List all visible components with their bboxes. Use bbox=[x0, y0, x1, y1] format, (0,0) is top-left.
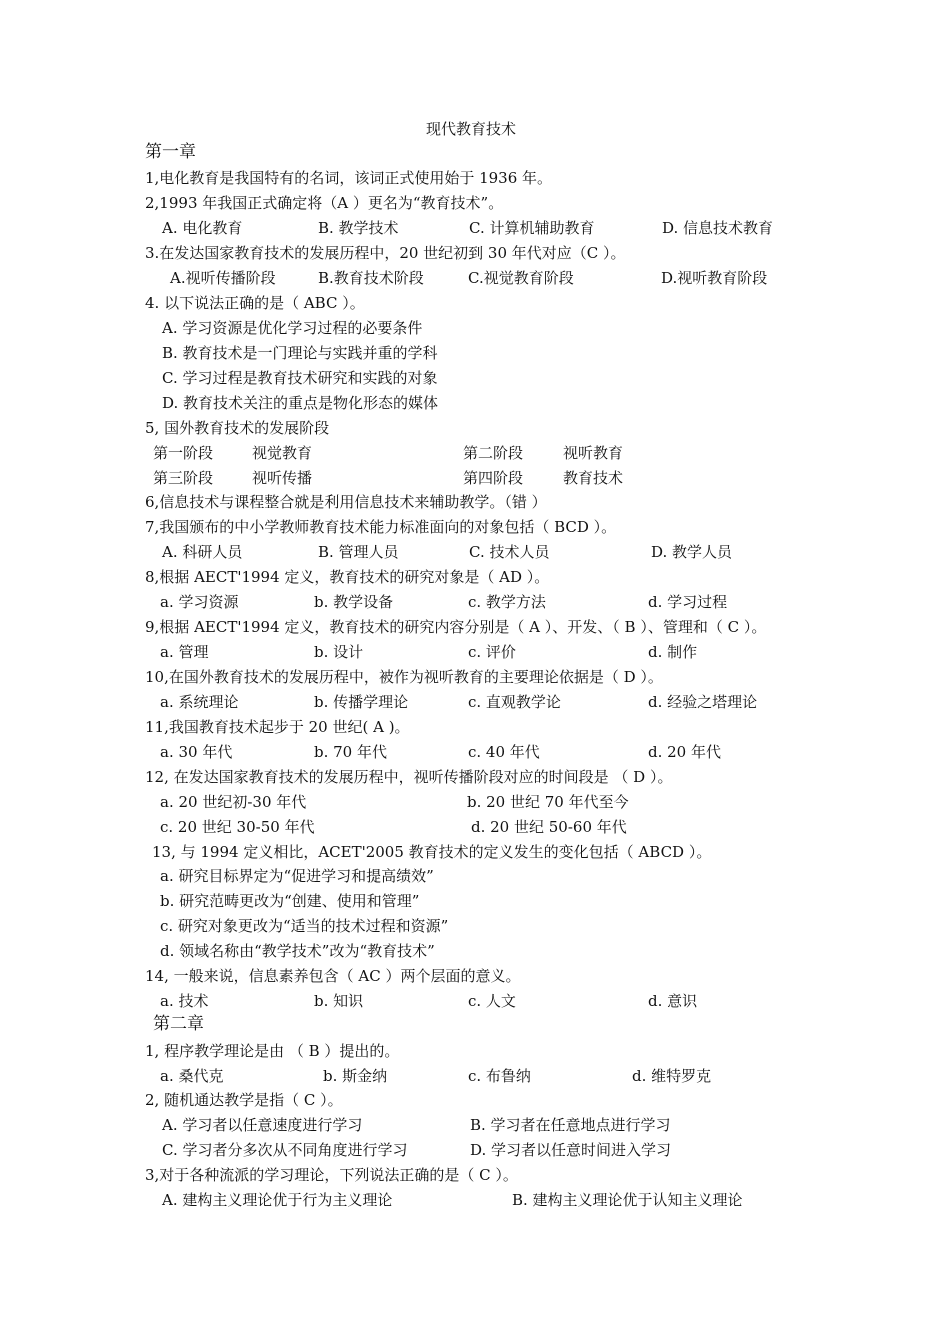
stage-label: 第三阶段 bbox=[153, 469, 214, 487]
question: 6,信息技术与课程整合就是利用信息技术来辅助教学。（错 ） bbox=[145, 493, 547, 511]
option: B. 学习者在任意地点进行学习 bbox=[470, 1116, 671, 1134]
question: 2, 随机通达教学是指（ C ）。 bbox=[145, 1091, 343, 1109]
option: D. 信息技术教育 bbox=[662, 219, 774, 237]
option: b. 教学设备 bbox=[314, 593, 394, 611]
option: D. 学习者以任意时间进入学习 bbox=[470, 1141, 672, 1159]
stage-value: 视觉教育 bbox=[252, 444, 313, 462]
option: b. 知识 bbox=[314, 992, 364, 1010]
question: 14, 一般来说，信息素养包含（ AC ）两个层面的意义。 bbox=[145, 967, 521, 985]
option: d. 20 年代 bbox=[648, 743, 721, 761]
doc-title: 现代教育技术 bbox=[426, 120, 517, 138]
option: d. 维特罗克 bbox=[632, 1067, 712, 1085]
option: A. 学习资源是优化学习过程的必要条件 bbox=[162, 319, 423, 337]
option: d. 意识 bbox=[648, 992, 698, 1010]
question: 3.在发达国家教育技术的发展历程中，20 世纪初到 30 年代对应（C ）。 bbox=[145, 244, 626, 262]
option: D. 教学人员 bbox=[651, 543, 733, 561]
option: a. 研究目标界定为“促进学习和提高绩效” bbox=[160, 867, 434, 885]
question: 3,对于各种流派的学习理论，下列说法正确的是（ C ）。 bbox=[145, 1166, 518, 1184]
option: d. 20 世纪 50-60 年代 bbox=[471, 818, 627, 836]
chapter-heading: 第二章 bbox=[153, 1014, 204, 1034]
option: a. 桑代克 bbox=[160, 1067, 224, 1085]
question: 2,1993 年我国正式确定将（A ）更名为“教育技术”。 bbox=[145, 194, 504, 212]
chapter-heading: 第一章 bbox=[145, 142, 196, 162]
option: C. 技术人员 bbox=[469, 543, 550, 561]
question: 13, 与 1994 定义相比，ACET'2005 教育技术的定义发生的变化包括（ ABCD ）。 bbox=[152, 843, 712, 861]
option: a. 30 年代 bbox=[160, 743, 233, 761]
option: B.教育技术阶段 bbox=[318, 269, 424, 287]
question: 11,我国教育技术起步于 20 世纪( A )。 bbox=[145, 718, 410, 736]
option: A. 建构主义理论优于行为主义理论 bbox=[162, 1191, 393, 1209]
option: c. 直观教学论 bbox=[468, 693, 561, 711]
option: a. 学习资源 bbox=[160, 593, 239, 611]
question: 9,根据 AECT'1994 定义，教育技术的研究内容分别是（ A ）、开发、（ B ）、管理和（ C ）。 bbox=[145, 618, 767, 636]
option: c. 20 世纪 30-50 年代 bbox=[160, 818, 315, 836]
option: D.视听教育阶段 bbox=[661, 269, 768, 287]
option: b. 设计 bbox=[314, 643, 364, 661]
option: c. 40 年代 bbox=[468, 743, 540, 761]
option: d. 学习过程 bbox=[648, 593, 728, 611]
option: c. 评价 bbox=[468, 643, 516, 661]
option: B. 建构主义理论优于认知主义理论 bbox=[512, 1191, 743, 1209]
option: C.视觉教育阶段 bbox=[468, 269, 574, 287]
question: 8,根据 AECT'1994 定义，教育技术的研究对象是（ AD ）。 bbox=[145, 568, 550, 586]
question: 4. 以下说法正确的是（ ABC ）。 bbox=[145, 294, 365, 312]
option: B. 管理人员 bbox=[318, 543, 399, 561]
option: c. 教学方法 bbox=[468, 593, 546, 611]
option: d. 制作 bbox=[648, 643, 698, 661]
stage-label: 第二阶段 bbox=[463, 444, 524, 462]
option: a. 系统理论 bbox=[160, 693, 239, 711]
option: A.视听传播阶段 bbox=[170, 269, 276, 287]
option: b. 研究范畴更改为“创建、使用和管理” bbox=[160, 892, 420, 910]
question: 1,电化教育是我国特有的名词，该词正式使用始于 1936 年。 bbox=[145, 169, 553, 187]
question: 10,在国外教育技术的发展历程中，被作为视听教育的主要理论依据是（ D ）。 bbox=[145, 668, 663, 686]
option: d. 领域名称由“教学技术”改为“教育技术” bbox=[160, 942, 435, 960]
option: b. 20 世纪 70 年代至今 bbox=[467, 793, 629, 811]
stage-label: 第四阶段 bbox=[463, 469, 524, 487]
question: 12, 在发达国家教育技术的发展历程中，视听传播阶段对应的时间段是 （ D ）。 bbox=[145, 768, 673, 786]
option: c. 布鲁纳 bbox=[468, 1067, 531, 1085]
stage-value: 视听传播 bbox=[252, 469, 313, 487]
stage-label: 第一阶段 bbox=[153, 444, 214, 462]
option: C. 计算机辅助教育 bbox=[469, 219, 595, 237]
option: c. 研究对象更改为“适当的技术过程和资源” bbox=[160, 917, 449, 935]
option: B. 教学技术 bbox=[318, 219, 399, 237]
option: A. 电化教育 bbox=[162, 219, 243, 237]
option: B. 教育技术是一门理论与实践并重的学科 bbox=[162, 344, 438, 362]
option: a. 管理 bbox=[160, 643, 209, 661]
option: C. 学习者分多次从不同角度进行学习 bbox=[162, 1141, 408, 1159]
question: 1, 程序教学理论是由 （ B ）提出的。 bbox=[145, 1042, 400, 1060]
stage-value: 教育技术 bbox=[563, 469, 624, 487]
option: b. 传播学理论 bbox=[314, 693, 409, 711]
option: b. 70 年代 bbox=[314, 743, 387, 761]
option: a. 技术 bbox=[160, 992, 209, 1010]
option: C. 学习过程是教育技术研究和实践的对象 bbox=[162, 369, 438, 387]
option: a. 20 世纪初-30 年代 bbox=[160, 793, 307, 811]
question: 5, 国外教育技术的发展阶段 bbox=[145, 419, 330, 437]
stage-value: 视听教育 bbox=[563, 444, 624, 462]
option: d. 经验之塔理论 bbox=[648, 693, 758, 711]
option: A. 学习者以任意速度进行学习 bbox=[162, 1116, 363, 1134]
question: 7,我国颁布的中小学教师教育技术能力标准面向的对象包括（ BCD ）。 bbox=[145, 518, 617, 536]
option: D. 教育技术关注的重点是物化形态的媒体 bbox=[162, 394, 439, 412]
option: A. 科研人员 bbox=[162, 543, 243, 561]
option: c. 人文 bbox=[468, 992, 516, 1010]
option: b. 斯金纳 bbox=[323, 1067, 388, 1085]
